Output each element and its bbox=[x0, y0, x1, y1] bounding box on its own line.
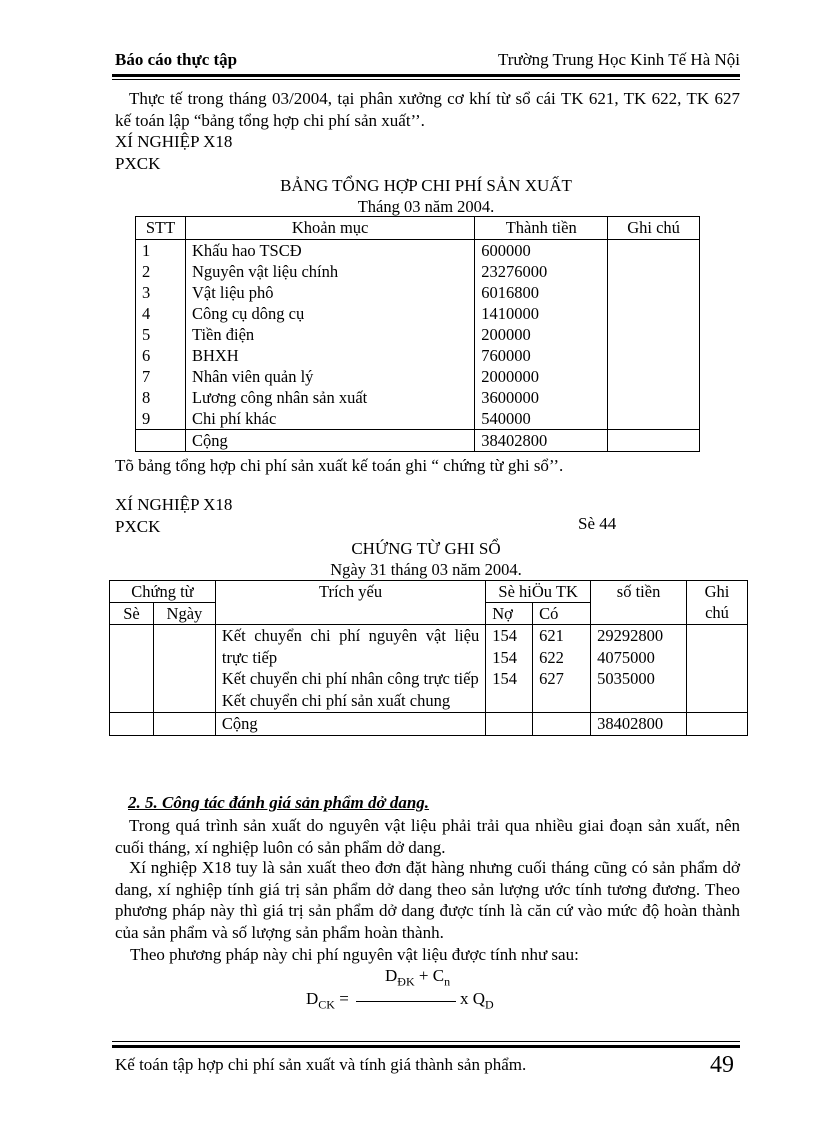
table-row bbox=[110, 625, 748, 713]
total-value: 38402800 bbox=[591, 713, 687, 736]
cell: 760000 bbox=[475, 345, 608, 366]
col-header-co: Có bbox=[533, 603, 591, 625]
cell bbox=[608, 282, 700, 303]
cell: BHXH bbox=[185, 345, 474, 366]
table-row bbox=[136, 387, 700, 408]
footer-rule-thin bbox=[112, 1041, 740, 1042]
table1-title: BẢNG TỔNG HỢP CHI PHÍ SẢN XUẤT bbox=[280, 176, 572, 195]
entry-description: Kết chuyển chi phí sản xuất chung bbox=[221, 690, 451, 710]
cell: Khấu hao TSCĐ bbox=[185, 240, 474, 262]
section-paragraph-2: Xí nghiệp X18 tuy là sản xuất theo đơn đặt hàng nhưng cuối tháng cũng có sản phẩm dở dang, xí nghiệp tính giá trị sản phẩm dở dang theo sản lượng ước tính tương đương. Theo phương pháp này thì giá trị sản phẩm dở dang được tính là căn cứ vào mức độ hoàn thành của sản phẩm và số lượng sản phẩm hoàn thành. bbox=[115, 858, 740, 942]
formula-num-d-sub: ĐK bbox=[397, 974, 415, 989]
formula-lhs bbox=[306, 989, 349, 1012]
col-header-chung-tu: Chứng từ bbox=[110, 581, 216, 603]
col-header-so-hieu-tk: Sè hiÖu TK bbox=[486, 581, 591, 603]
table-header-row bbox=[110, 581, 748, 603]
cell bbox=[608, 261, 700, 282]
cell: Vật liệu phô bbox=[185, 282, 474, 303]
cell: 2 bbox=[136, 261, 186, 282]
entry-amounts bbox=[591, 625, 687, 713]
table-row bbox=[136, 282, 700, 303]
footer-rule-thick bbox=[112, 1045, 740, 1048]
cell: 1 bbox=[136, 240, 186, 262]
voucher-title: CHỨNG TỪ GHI SỔ bbox=[351, 539, 501, 558]
page-number: 49 bbox=[710, 1052, 734, 1078]
cell bbox=[136, 430, 186, 452]
cell: 2000000 bbox=[475, 366, 608, 387]
no-value: 154 bbox=[492, 647, 517, 667]
header-left: Báo cáo thực tập bbox=[115, 50, 238, 69]
section-title: 2. 5. Công tác đánh giá sản phẩm dở dang. bbox=[128, 793, 430, 812]
table-header-row bbox=[136, 217, 700, 240]
cell bbox=[110, 713, 154, 736]
header-right: Trường Trung Học Kinh Tế Hà Nội bbox=[497, 50, 740, 69]
cell: Công cụ dông cụ bbox=[185, 303, 474, 324]
cell: 1410000 bbox=[475, 303, 608, 324]
voucher-date: Ngày 31 tháng 03 năm 2004. bbox=[330, 560, 522, 579]
entry-descriptions bbox=[215, 625, 485, 713]
cell bbox=[486, 713, 533, 736]
cell bbox=[608, 303, 700, 324]
cell bbox=[687, 625, 748, 713]
formula-plus: + C bbox=[418, 966, 445, 985]
header-rule-thick bbox=[112, 74, 740, 77]
cell bbox=[687, 713, 748, 736]
table-row bbox=[136, 366, 700, 387]
cell: 9 bbox=[136, 408, 186, 430]
cell: 8 bbox=[136, 387, 186, 408]
col-header: STT bbox=[136, 217, 186, 240]
co-value: 627 bbox=[539, 669, 564, 688]
col-header-ngay: Ngày bbox=[153, 603, 215, 625]
cell: Chi phí khác bbox=[185, 408, 474, 430]
total-row bbox=[110, 713, 748, 736]
amount-value: 5035000 bbox=[597, 669, 655, 688]
formula-equals: = bbox=[339, 989, 349, 1008]
cost-summary-table bbox=[135, 216, 700, 452]
col-header-no: Nợ bbox=[486, 603, 533, 625]
formula-rhs bbox=[460, 989, 494, 1012]
cell: 5 bbox=[136, 324, 186, 345]
table1-note: Tõ bảng tổng hợp chi phí sản xuất kế toán ghi “ chứng từ ghi sổ’’. bbox=[115, 456, 564, 475]
table-row bbox=[136, 408, 700, 430]
table-row bbox=[136, 303, 700, 324]
cell: 600000 bbox=[475, 240, 608, 262]
entry-co bbox=[533, 625, 591, 713]
cell bbox=[608, 430, 700, 452]
section-paragraph-1: Trong quá trình sản xuất do nguyên vật liệu phải trải qua nhiều giai đoạn sản xuất, nên cuối tháng, xí nghiệp luôn có sản phẩm dở dang. bbox=[115, 816, 740, 857]
table1-subtitle: Tháng 03 năm 2004. bbox=[357, 197, 495, 216]
cell bbox=[608, 240, 700, 262]
cell bbox=[110, 625, 154, 713]
cell bbox=[533, 713, 591, 736]
cell: 200000 bbox=[475, 324, 608, 345]
table-row bbox=[136, 261, 700, 282]
entry-description: Kết chuyển chi phí nhân công trực tiếp bbox=[221, 669, 479, 688]
cell: 7 bbox=[136, 366, 186, 387]
cell bbox=[608, 324, 700, 345]
total-row bbox=[136, 430, 700, 452]
cell: 3600000 bbox=[475, 387, 608, 408]
co-value: 621 bbox=[539, 626, 564, 645]
cell bbox=[608, 366, 700, 387]
col-header: Khoản mục bbox=[185, 217, 474, 240]
amount-value: 4075000 bbox=[597, 647, 655, 667]
formula-plus-sub: n bbox=[444, 974, 451, 989]
cell bbox=[153, 625, 215, 713]
footer-text: Kế toán tập hợp chi phí sản xuất và tính giá thành sản phẩm. bbox=[115, 1055, 527, 1074]
table-row bbox=[136, 345, 700, 366]
col-header-trich-yeu: Trích yếu bbox=[215, 581, 485, 625]
voucher-number: Sè 44 bbox=[578, 514, 617, 533]
cell: 540000 bbox=[475, 408, 608, 430]
cell: Nguyên vật liệu chính bbox=[185, 261, 474, 282]
entry-description: Kết chuyển chi phí nguyên vật liệu trực tiếp bbox=[221, 626, 480, 667]
unit-name: PXCK bbox=[115, 154, 161, 173]
amount-value: 29292800 bbox=[597, 626, 664, 645]
cell bbox=[153, 713, 215, 736]
header-rule-thin bbox=[112, 79, 740, 80]
cell: 23276000 bbox=[475, 261, 608, 282]
no-value: 154 bbox=[492, 669, 517, 688]
section-paragraph-3: Theo phương pháp này chi phí nguyên vật liệu được tính như sau: bbox=[130, 945, 579, 964]
cell: 6016800 bbox=[475, 282, 608, 303]
total-label: Cộng bbox=[215, 713, 485, 736]
col-header: Thành tiền bbox=[475, 217, 608, 240]
entry-no bbox=[486, 625, 533, 713]
voucher-unit: PXCK bbox=[115, 517, 161, 536]
voucher-org: XÍ NGHIỆP X18 bbox=[115, 495, 233, 514]
cell: 4 bbox=[136, 303, 186, 324]
formula-numerator bbox=[385, 966, 450, 989]
formula-num-d: D bbox=[385, 966, 398, 985]
cell: Lương công nhân sản xuất bbox=[185, 387, 474, 408]
table-row bbox=[136, 324, 700, 345]
co-value: 622 bbox=[539, 647, 564, 667]
formula-lhs-d: D bbox=[306, 989, 319, 1008]
col-header-so-tien: số tiền bbox=[591, 581, 687, 625]
col-header: Ghi chú bbox=[608, 217, 700, 240]
formula-fraction-bar bbox=[356, 1001, 456, 1002]
cell: Nhân viên quản lý bbox=[185, 366, 474, 387]
cell bbox=[608, 345, 700, 366]
voucher-table bbox=[109, 580, 748, 736]
total-label: Cộng bbox=[185, 430, 474, 452]
cell bbox=[608, 408, 700, 430]
no-value: 154 bbox=[492, 626, 517, 645]
table-row bbox=[136, 240, 700, 262]
formula-lhs-sub: CK bbox=[318, 997, 335, 1012]
total-value: 38402800 bbox=[475, 430, 608, 452]
col-header-so: Sè bbox=[110, 603, 154, 625]
cell: 3 bbox=[136, 282, 186, 303]
cell: Tiền điện bbox=[185, 324, 474, 345]
org-name: XÍ NGHIỆP X18 bbox=[115, 132, 233, 151]
intro-paragraph: Thực tế trong tháng 03/2004, tại phân xưởng cơ khí từ sổ cái TK 621, TK 622, TK 627 kế toán lập “bảng tổng hợp chi phí sản xuất’’. bbox=[115, 89, 740, 130]
cell: 6 bbox=[136, 345, 186, 366]
col-header-ghi-chu: Ghi chú bbox=[687, 581, 748, 625]
formula-times-sub: D bbox=[485, 997, 494, 1012]
cell bbox=[608, 387, 700, 408]
formula-times-q: x Q bbox=[460, 989, 486, 1008]
